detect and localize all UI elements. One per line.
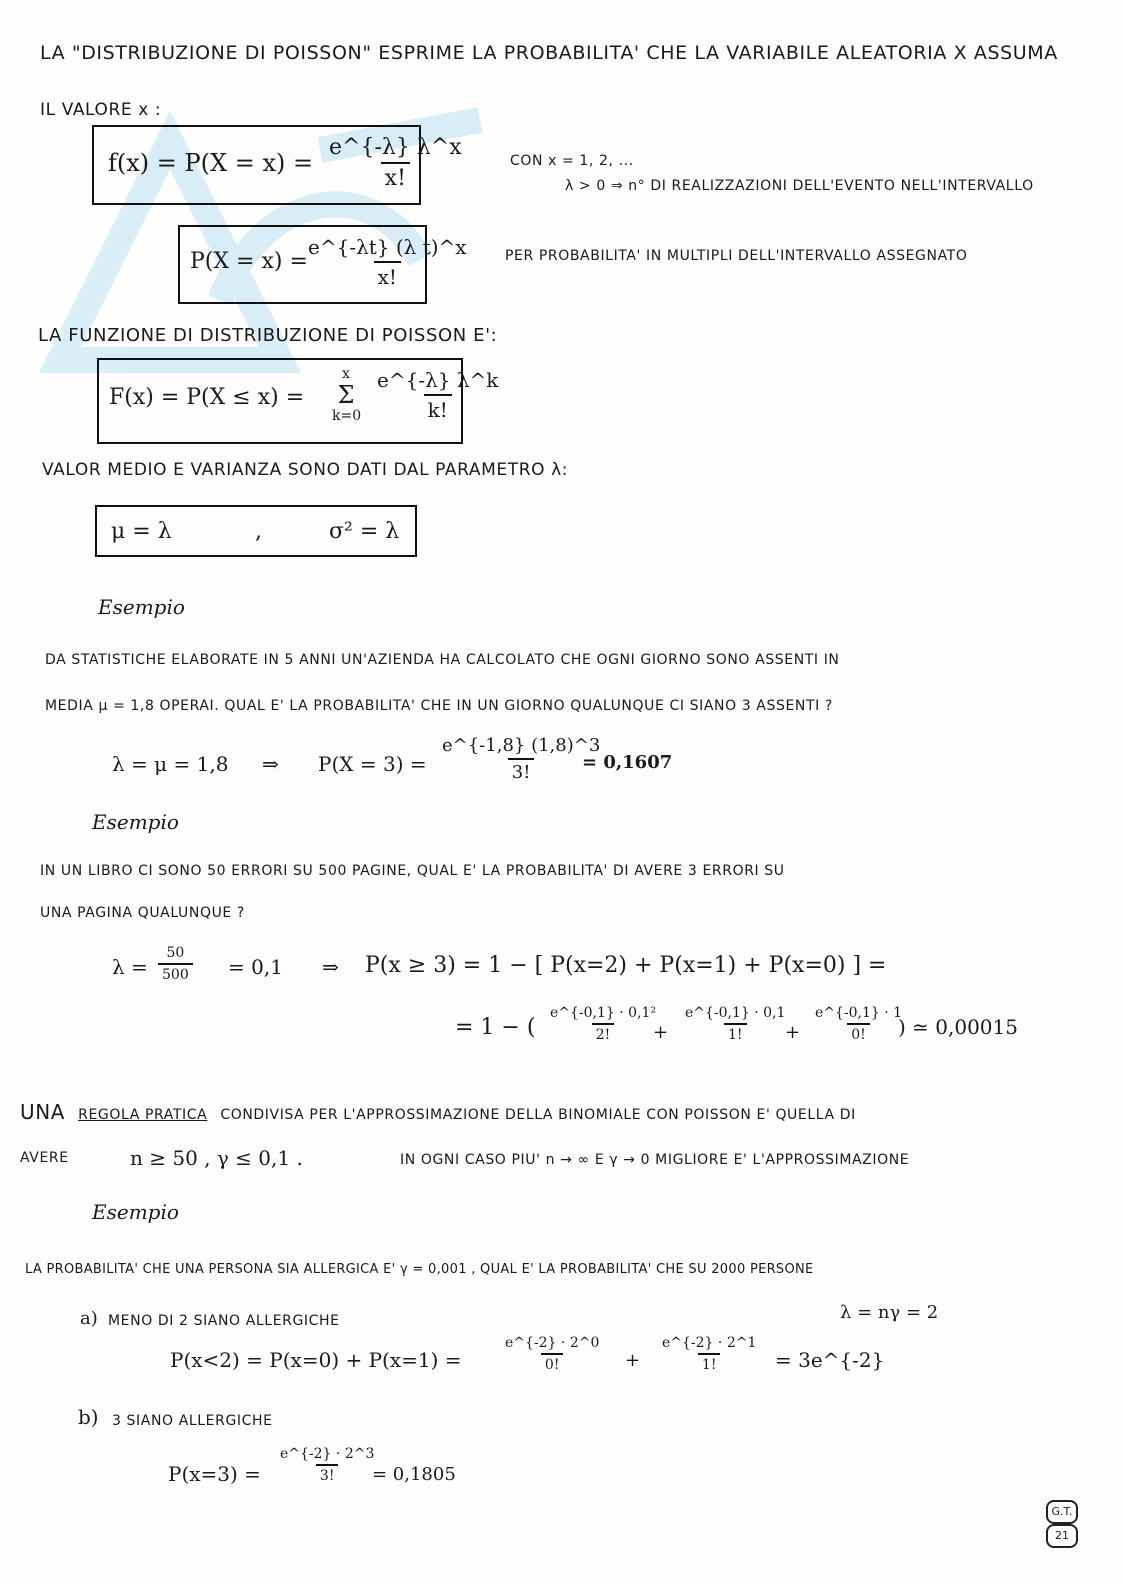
pmf-t-note: PER PROBABILITA' IN MULTIPLI DELL'INTERVALLO ASSEGNATO	[505, 248, 968, 264]
pmf-t-formula-box	[178, 225, 467, 304]
example-3-part-b-result: = 0,1805	[372, 1464, 456, 1485]
example-1-numerator: e^{-1,8} (1,8)^3	[442, 735, 601, 756]
example-3-question: LA PROBABILITA' CHE UNA PERSONA SIA ALLERGICA E' γ = 0,001 , QUAL E' LA PROBABILITA' CHE SU 2000 PERSONE	[25, 1262, 814, 1277]
pmf-t-denominator: x!	[374, 261, 401, 289]
cdf-numerator: e^{-λ} λ^k	[377, 368, 499, 392]
pmf-t-lhs: P(X = x) =	[190, 249, 308, 274]
cdf-lhs: F(x) = P(X ≤ x) =	[109, 385, 305, 410]
example-1-heading: Esempio	[98, 595, 185, 619]
mean-var-intro: VALOR MEDIO E VARIANZA SONO DATI DAL PARAMETRO λ:	[42, 460, 569, 480]
mean-formula: μ = λ	[111, 519, 172, 544]
cdf-sum-lower: k=0	[332, 408, 362, 424]
example-3-part-a-term-2-numerator: e^{-2} · 2^1	[662, 1335, 757, 1351]
sigma-icon: Σ	[337, 381, 355, 409]
example-1-denominator: 3!	[508, 758, 535, 783]
example-2-line-2-prefix: = 1 − (	[455, 1015, 536, 1040]
example-2-heading: Esempio	[92, 810, 179, 834]
example-3-part-a-result: = 3e^{-2}	[775, 1348, 885, 1372]
pmf-lhs: f(x) = P(X = x) =	[108, 149, 314, 177]
example-2-question-2: UNA PAGINA QUALUNQUE ?	[40, 905, 245, 921]
pmf-t-numerator: e^{-λt} (λ t)^x	[308, 235, 467, 259]
example-3-part-b-numerator: e^{-2} · 2^3	[280, 1446, 375, 1462]
example-1-lambda: λ = μ = 1,8	[112, 752, 229, 776]
example-2-plus-1: +	[653, 1022, 669, 1043]
example-3-part-a-plus: +	[625, 1350, 641, 1371]
page-number: 21	[1046, 1524, 1078, 1548]
rule-line-1-pre: UNA	[20, 1100, 66, 1124]
example-2-term-3-denominator: 0!	[847, 1023, 870, 1043]
example-2-plus-2: +	[785, 1022, 801, 1043]
example-2-term-2-denominator: 1!	[724, 1023, 747, 1043]
example-1-arrow: ⇒	[262, 752, 279, 776]
example-3-part-a-lhs: P(x<2) = P(x=0) + P(x=1) =	[170, 1348, 462, 1372]
example-2-term-1-denominator: 2!	[592, 1023, 615, 1043]
example-2-term-1-numerator: e^{-0,1} · 0,1²	[550, 1005, 657, 1021]
pmf-denominator: x!	[381, 162, 410, 191]
example-3-part-b-denominator: 3!	[316, 1464, 339, 1484]
example-2-lambda-numerator: 50	[166, 945, 185, 961]
example-2-lambda-value: = 0,1	[228, 955, 283, 979]
initials-stamp: G.T.	[1046, 1500, 1078, 1524]
example-3-part-a-label: a)	[80, 1308, 98, 1329]
variance-formula: σ² = λ	[329, 519, 400, 544]
intro-line-2: IL VALORE x :	[40, 100, 162, 120]
example-3-part-a-term-2-denominator: 1!	[698, 1353, 721, 1373]
rule-line-1-underlined: REGOLA PRATICA	[78, 1107, 208, 1123]
example-3-part-b-text: 3 SIANO ALLERGICHE	[112, 1413, 273, 1429]
rule-line-2-a: AVERE	[20, 1150, 69, 1166]
example-1-lhs: P(X = 3) =	[318, 752, 427, 776]
example-3-part-a-text: MENO DI 2 SIANO ALLERGICHE	[108, 1313, 340, 1329]
rule-line-2-b: n ≥ 50 , γ ≤ 0,1 .	[130, 1146, 303, 1170]
example-2-lambda-lhs: λ =	[112, 955, 148, 979]
cdf-formula-box	[97, 358, 499, 444]
example-2-question-1: IN UN LIBRO CI SONO 50 ERRORI SU 500 PAGINE, QUAL E' LA PROBABILITA' DI AVERE 3 ERRORI SU	[40, 863, 785, 879]
example-2-line-2-suffix: ) ≃ 0,00015	[898, 1015, 1018, 1039]
mean-var-box	[95, 505, 417, 557]
cdf-sum-upper: x	[342, 366, 350, 382]
example-3-part-a-term-1-denominator: 0!	[541, 1353, 564, 1373]
example-2-lambda-denominator: 500	[158, 963, 193, 983]
pmf-numerator: e^{-λ} λ^x	[329, 135, 462, 160]
example-3-part-b-label: b)	[78, 1405, 99, 1429]
pmf-formula-box	[92, 125, 462, 205]
cdf-denominator: k!	[424, 394, 452, 422]
pmf-note-con: CON x = 1, 2, ...	[510, 153, 634, 169]
example-2-arrow: ⇒	[322, 955, 339, 979]
rule-line-1-post: CONDIVISA PER L'APPROSSIMAZIONE DELLA BINOMIALE CON POISSON E' QUELLA DI	[220, 1107, 856, 1123]
example-2-term-2-numerator: e^{-0,1} · 0,1	[685, 1005, 786, 1021]
rule-line-2-c: IN OGNI CASO PIU' n → ∞ E γ → 0 MIGLIORE E' L'APPROSSIMAZIONE	[400, 1152, 910, 1168]
mean-var-separator: ,	[255, 519, 262, 544]
example-1-question-2: MEDIA μ = 1,8 OPERAI. QUAL E' LA PROBABILITA' CHE IN UN GIORNO QUALUNQUE CI SIANO 3 ASSENTI ?	[45, 698, 833, 714]
example-2-line-1: P(x ≥ 3) = 1 − [ P(x=2) + P(x=1) + P(x=0) ] =	[365, 953, 887, 978]
example-3-heading: Esempio	[92, 1200, 179, 1224]
example-3-lambda: λ = nγ = 2	[840, 1302, 939, 1323]
cdf-intro: LA FUNZIONE DI DISTRIBUZIONE DI POISSON E':	[38, 325, 498, 346]
intro-line-1: LA "DISTRIBUZIONE DI POISSON" ESPRIME LA PROBABILITA' CHE LA VARIABILE ALEATORIA X ASSUMA	[40, 42, 1058, 64]
example-1-result: = 0,1607	[582, 752, 673, 773]
example-2-term-3-numerator: e^{-0,1} · 1	[815, 1005, 903, 1021]
example-3-part-b-lhs: P(x=3) =	[168, 1462, 261, 1486]
example-1-question-1: DA STATISTICHE ELABORATE IN 5 ANNI UN'AZIENDA HA CALCOLATO CHE OGNI GIORNO SONO ASSENTI IN	[45, 652, 840, 668]
pmf-note-lambda: λ > 0 ⇒ n° DI REALIZZAZIONI DELL'EVENTO NELL'INTERVALLO	[565, 178, 1034, 194]
example-3-part-a-term-1-numerator: e^{-2} · 2^0	[505, 1335, 600, 1351]
